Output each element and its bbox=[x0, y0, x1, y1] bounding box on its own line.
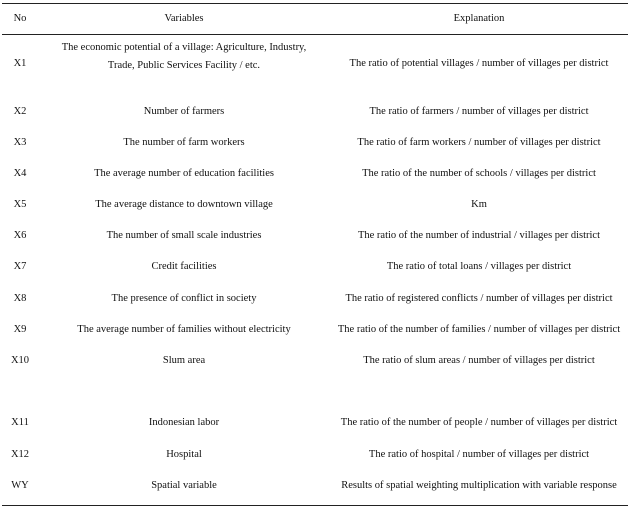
row-variable: Slum area bbox=[162, 355, 206, 366]
row-no: WY bbox=[11, 480, 29, 491]
table-row bbox=[2, 196, 628, 216]
row-variable: Indonesian labor bbox=[148, 417, 220, 428]
variables-table bbox=[2, 3, 628, 506]
header-variables: Variables bbox=[164, 13, 204, 24]
row-variable: The average number of families without electricity bbox=[77, 324, 291, 335]
table-row bbox=[2, 227, 628, 247]
row-variable: The average distance to downtown village bbox=[95, 199, 273, 210]
table-row bbox=[2, 165, 628, 185]
row-explanation: The ratio of potential villages / number of villages per district bbox=[349, 58, 609, 69]
row-variable: Hospital bbox=[166, 449, 202, 460]
row-no: X5 bbox=[13, 199, 27, 210]
table-header bbox=[2, 4, 628, 35]
header-no: No bbox=[13, 13, 27, 24]
row-explanation: The ratio of the number of industrial / villages per district bbox=[357, 230, 601, 241]
row-explanation: The ratio of registered conflicts / number of villages per district bbox=[345, 293, 613, 304]
row-explanation: Results of spatial weighting multiplication with variable response bbox=[341, 480, 617, 491]
row-variable-line: Trade, Public Services Facility / etc. bbox=[107, 60, 261, 71]
table-row bbox=[2, 134, 628, 154]
row-no: X10 bbox=[10, 355, 30, 366]
row-no: X3 bbox=[13, 137, 27, 148]
table-row bbox=[2, 103, 628, 123]
row-no: X11 bbox=[11, 417, 29, 428]
row-variable-line: The economic potential of a village: Agriculture, Industry, bbox=[61, 42, 307, 53]
table-row bbox=[2, 414, 628, 434]
row-variable: The number of small scale industries bbox=[106, 230, 262, 241]
row-no: X7 bbox=[13, 261, 27, 272]
row-variable: Number of farmers bbox=[143, 106, 225, 117]
row-explanation: The ratio of slum areas / number of villages per district bbox=[363, 355, 595, 366]
table-row bbox=[2, 39, 628, 95]
row-variable: The number of farm workers bbox=[123, 137, 245, 148]
row-explanation: The ratio of the number of families / number of villages per district bbox=[337, 324, 621, 335]
row-no: X12 bbox=[10, 449, 30, 460]
row-no: X4 bbox=[13, 168, 27, 179]
table-row bbox=[2, 446, 628, 466]
row-explanation: The ratio of farmers / number of villages per district bbox=[369, 106, 589, 117]
row-explanation: The ratio of hospital / number of villages per district bbox=[368, 449, 590, 460]
table-row bbox=[2, 477, 628, 497]
row-variable: Spatial variable bbox=[151, 480, 217, 491]
header-explanation: Explanation bbox=[453, 13, 505, 24]
row-no: X1 bbox=[13, 58, 27, 69]
row-explanation: The ratio of farm workers / number of villages per district bbox=[357, 137, 601, 148]
row-variable: The presence of conflict in society bbox=[111, 293, 257, 304]
table-row bbox=[2, 352, 628, 372]
row-no: X6 bbox=[13, 230, 27, 241]
row-explanation: Km bbox=[471, 199, 487, 210]
table-row bbox=[2, 290, 628, 310]
row-variable bbox=[38, 39, 330, 75]
row-variable: Credit facilities bbox=[151, 261, 217, 272]
row-explanation: The ratio of the number of people / number of villages per district bbox=[340, 417, 618, 428]
row-no: X2 bbox=[13, 106, 27, 117]
row-explanation: The ratio of the number of schools / villages per district bbox=[362, 168, 596, 179]
row-variable: The average number of education facilities bbox=[94, 168, 274, 179]
table-row bbox=[2, 258, 628, 278]
row-explanation: The ratio of total loans / villages per district bbox=[386, 261, 572, 272]
row-no: X9 bbox=[13, 324, 27, 335]
table-row bbox=[2, 321, 628, 341]
row-no: X8 bbox=[13, 293, 27, 304]
